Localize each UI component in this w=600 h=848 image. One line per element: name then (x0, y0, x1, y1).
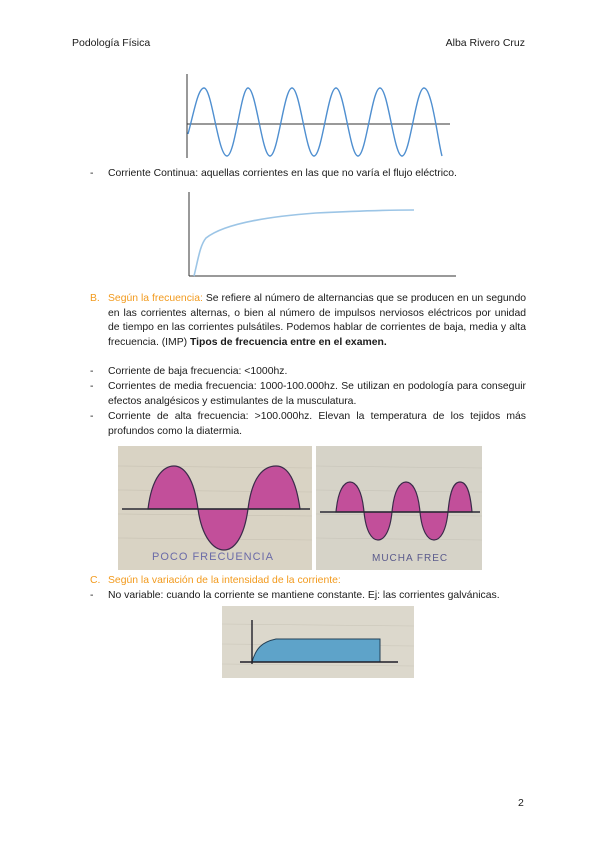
alternating-current-graph (180, 72, 452, 160)
header-right: Alba Rivero Cruz (445, 37, 525, 49)
constant-fill (252, 639, 380, 662)
section-b-paragraph (108, 292, 526, 350)
bullet-marker: - (90, 381, 94, 392)
photo-caption-right: MUCHA FREC (372, 553, 449, 564)
continuous-curve (194, 210, 414, 276)
bullet-marker: - (90, 411, 94, 422)
bullet-marker: - (90, 366, 94, 377)
bullet-marker: - (90, 168, 94, 179)
section-b-title: Según la frecuencia: (108, 293, 203, 304)
constant-current-photo (222, 606, 414, 678)
list-item-no-variable: No variable: cuando la corriente se mantiene constante. Ej: las corrientes galvánicas. (108, 590, 500, 601)
section-b-bold-note: Tipos de frecuencia entre en el examen. (190, 336, 387, 348)
list-item-alta: Corriente de alta frecuencia: >100.000hz. Elevan la temperatura de los tejidos más profundos como la diatermia. (108, 411, 526, 437)
photo-caption-left: POCO FRECUENCIA (152, 551, 274, 563)
page-number: 2 (518, 797, 524, 809)
list-item-baja: Corriente de baja frecuencia: <1000hz. (108, 366, 288, 377)
section-b-body: Se refiere al número de alternancias que se producen en un segundo en las corrientes alternas, o bien al número de impulsos nerviosos eléctricos por unidad de tiempo en las corrientes pulsátiles. Podemos hablar de corrientes de baja, media y alta frecuencia. (IMP) (108, 293, 527, 348)
section-b-marker: B. (90, 293, 100, 304)
continuous-current-graph (186, 190, 458, 280)
section-c-title: Según la variación de la intensidad de la corriente: (108, 575, 341, 586)
sine-wave (188, 88, 442, 156)
low-frequency-photo (118, 446, 312, 570)
high-frequency-photo (316, 446, 482, 570)
continua-text: Corriente Continua: aquellas corrientes en las que no varía el flujo eléctrico. (108, 168, 457, 179)
bullet-marker: - (90, 590, 94, 601)
header-left: Podología Física (72, 37, 151, 49)
section-c-marker: C. (90, 575, 101, 586)
list-item-media: Corrientes de media frecuencia: 1000-100.000hz. Se utilizan en podología para conseguir efectos analgésicos y estimulantes de la musculatura. (108, 381, 526, 407)
